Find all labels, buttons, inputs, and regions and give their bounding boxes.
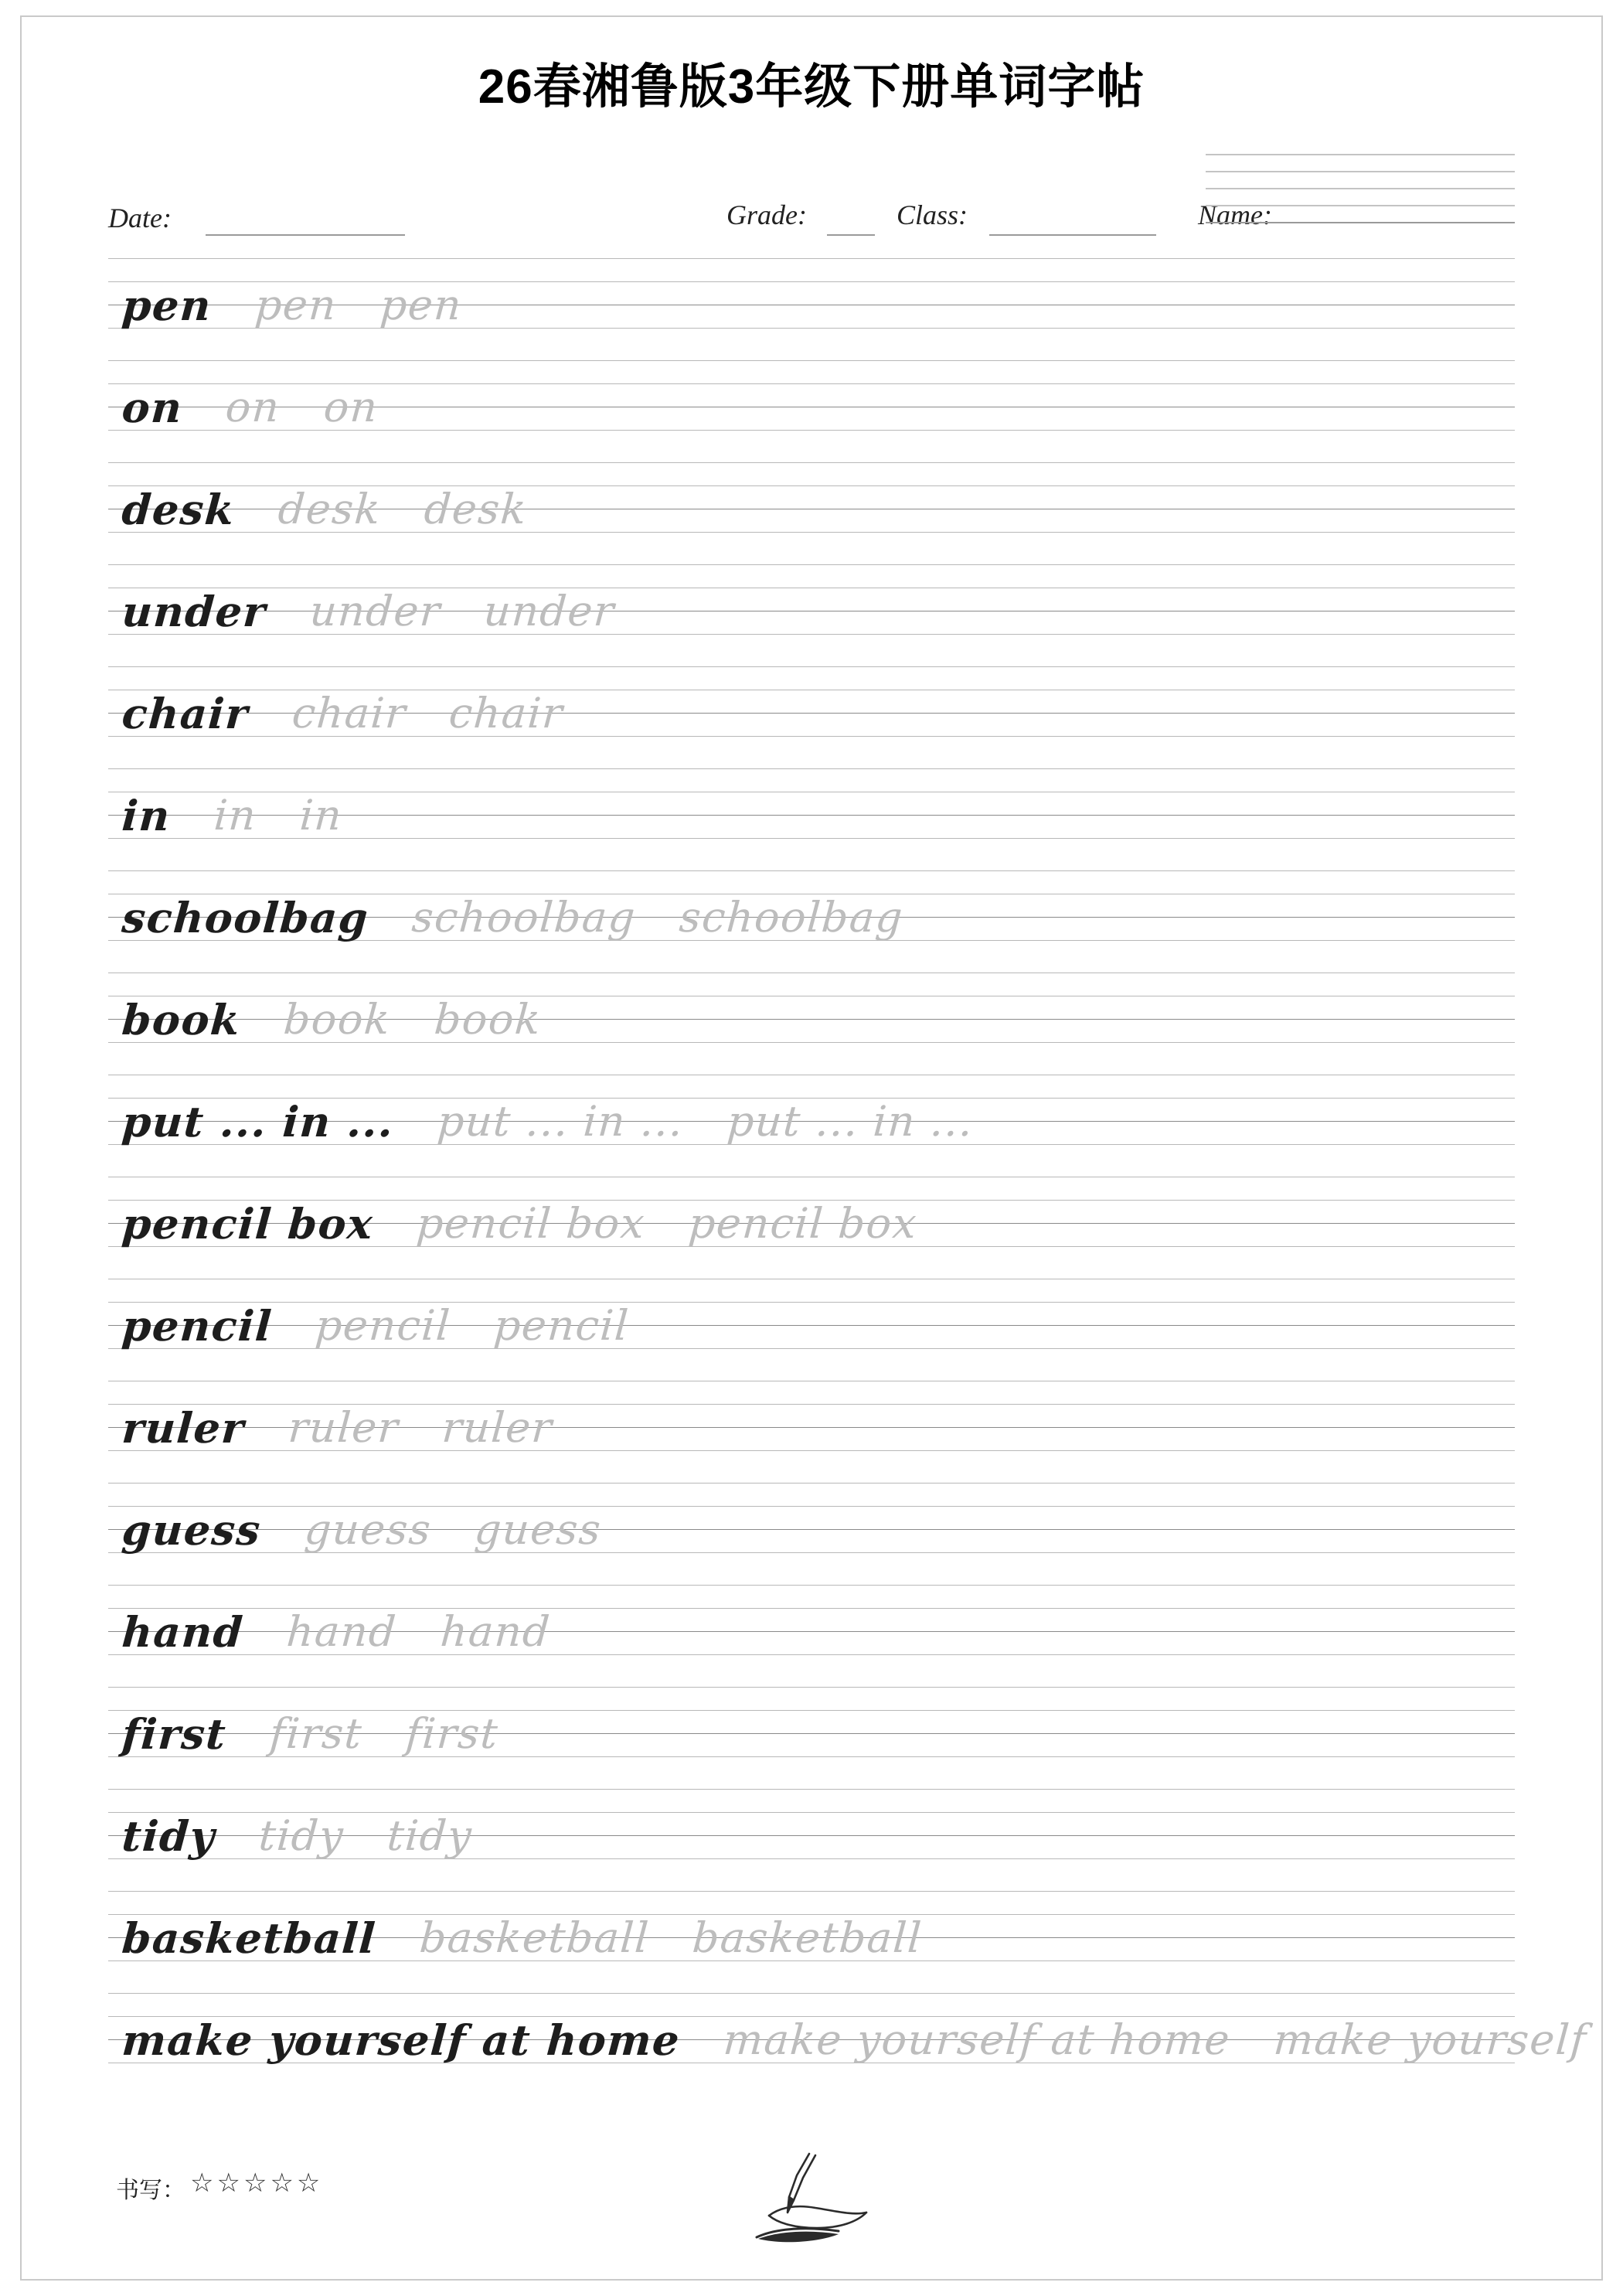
- row-words: [120, 867, 1506, 942]
- word-trace: hand: [285, 1607, 399, 1656]
- practice-row[interactable]: [108, 1582, 1515, 1684]
- word-trace: on: [224, 383, 282, 431]
- class-field[interactable]: [989, 234, 1156, 236]
- word-model: make yourself at home: [120, 2015, 682, 2065]
- name-field[interactable]: [1206, 149, 1515, 223]
- word-trace: desk: [422, 485, 529, 533]
- row-words: [120, 1378, 1506, 1453]
- word-trace: first: [403, 1709, 501, 1758]
- word-trace: schoolbag: [677, 893, 906, 942]
- word-model: schoolbag: [120, 893, 371, 942]
- grade-label: Grade:: [726, 199, 807, 230]
- word-trace: hand: [438, 1607, 553, 1656]
- practice-row[interactable]: [108, 357, 1515, 459]
- row-words: [120, 663, 1506, 738]
- row-words: [120, 357, 1506, 432]
- word-trace: desk: [276, 485, 383, 533]
- word-trace: make yourself at home: [721, 2015, 1233, 2064]
- word-trace: basketball: [417, 1913, 652, 1962]
- word-trace: pen: [253, 281, 339, 329]
- practice-row[interactable]: [108, 1684, 1515, 1786]
- row-words: [120, 1888, 1506, 1963]
- word-trace: in: [298, 791, 345, 840]
- practice-row[interactable]: [108, 663, 1515, 765]
- worksheet-header: [108, 166, 1515, 259]
- row-words: [120, 459, 1506, 534]
- row-words: [120, 1786, 1506, 1861]
- word-trace: guess: [472, 1505, 604, 1554]
- word-trace: in: [212, 791, 259, 840]
- row-words: [120, 1174, 1506, 1248]
- name-label: Name:: [1198, 199, 1272, 230]
- word-trace: schoolbag: [410, 893, 638, 942]
- grade-field[interactable]: [827, 234, 875, 236]
- word-model: desk: [120, 485, 237, 534]
- word-trace: under: [308, 587, 443, 635]
- word-trace: pencil: [314, 1301, 453, 1350]
- fountain-pen-icon: [723, 2141, 900, 2261]
- word-model: guess: [120, 1505, 263, 1555]
- row-words: [120, 765, 1506, 840]
- handwriting-score-label: 书写：: [116, 2178, 185, 2203]
- row-words: [120, 1480, 1506, 1555]
- page-title: 26春湘鲁版3年级下册单词字帖: [478, 60, 1145, 114]
- practice-row[interactable]: [108, 1071, 1515, 1174]
- row-words: [120, 969, 1506, 1044]
- row-words: [120, 255, 1506, 330]
- date-field[interactable]: [206, 234, 405, 236]
- row-words: [120, 1684, 1506, 1759]
- word-trace: chair: [447, 689, 566, 738]
- word-trace: guess: [302, 1505, 434, 1554]
- worksheet-footer: [116, 2165, 1507, 2257]
- practice-row[interactable]: [108, 969, 1515, 1071]
- word-trace: ruler: [440, 1403, 555, 1452]
- row-words: [120, 1071, 1506, 1146]
- date-label: Date:: [108, 203, 172, 233]
- word-trace: pen: [378, 281, 464, 329]
- word-trace: first: [267, 1709, 365, 1758]
- word-model: ruler: [120, 1403, 247, 1453]
- word-trace: ruler: [286, 1403, 400, 1452]
- row-words: [120, 1990, 1589, 2065]
- word-trace: pencil: [492, 1301, 631, 1350]
- word-model: put ... in ...: [120, 1097, 396, 1146]
- word-trace: basketball: [690, 1913, 924, 1962]
- word-trace: pencil box: [414, 1199, 648, 1248]
- word-trace: tidy: [385, 1811, 474, 1860]
- word-model: on: [120, 383, 185, 432]
- practice-row[interactable]: [108, 1174, 1515, 1276]
- practice-row[interactable]: [108, 255, 1515, 357]
- practice-row[interactable]: [108, 867, 1515, 969]
- practice-row[interactable]: [108, 1276, 1515, 1378]
- word-model: under: [120, 587, 268, 636]
- word-model: chair: [120, 689, 250, 738]
- practice-row[interactable]: [108, 765, 1515, 867]
- practice-row[interactable]: [108, 1480, 1515, 1582]
- row-words: [120, 561, 1506, 636]
- word-trace: on: [322, 383, 380, 431]
- class-label: Class:: [897, 199, 968, 230]
- word-model: first: [120, 1709, 229, 1759]
- word-model: book: [120, 995, 243, 1044]
- practice-row[interactable]: [108, 459, 1515, 561]
- practice-row[interactable]: [108, 1786, 1515, 1888]
- word-trace: under: [481, 587, 617, 635]
- word-model: pencil box: [120, 1199, 376, 1248]
- word-trace: pencil box: [686, 1199, 919, 1248]
- word-model: pencil: [120, 1301, 274, 1351]
- practice-rows: [108, 255, 1589, 2092]
- rating-stars[interactable]: ☆☆☆☆☆: [190, 2169, 324, 2198]
- word-trace: book: [282, 995, 393, 1044]
- row-words: [120, 1276, 1506, 1351]
- word-trace: book: [432, 995, 543, 1044]
- practice-row[interactable]: [108, 1990, 1589, 2092]
- practice-row[interactable]: [108, 1378, 1515, 1480]
- word-trace: tidy: [257, 1811, 345, 1860]
- word-model: in: [120, 791, 173, 840]
- word-trace: put ... in ...: [435, 1097, 686, 1146]
- word-model: pen: [120, 281, 214, 330]
- staff-line: [108, 430, 1515, 431]
- word-model: tidy: [120, 1811, 217, 1861]
- word-model: basketball: [120, 1913, 378, 1963]
- row-words: [120, 1582, 1506, 1657]
- practice-row[interactable]: [108, 561, 1515, 663]
- word-trace: put ... in ...: [725, 1097, 975, 1146]
- word-model: hand: [120, 1607, 246, 1657]
- practice-row[interactable]: [108, 1888, 1515, 1990]
- word-trace: make yourself: [1271, 2015, 1589, 2064]
- word-trace: chair: [290, 689, 408, 738]
